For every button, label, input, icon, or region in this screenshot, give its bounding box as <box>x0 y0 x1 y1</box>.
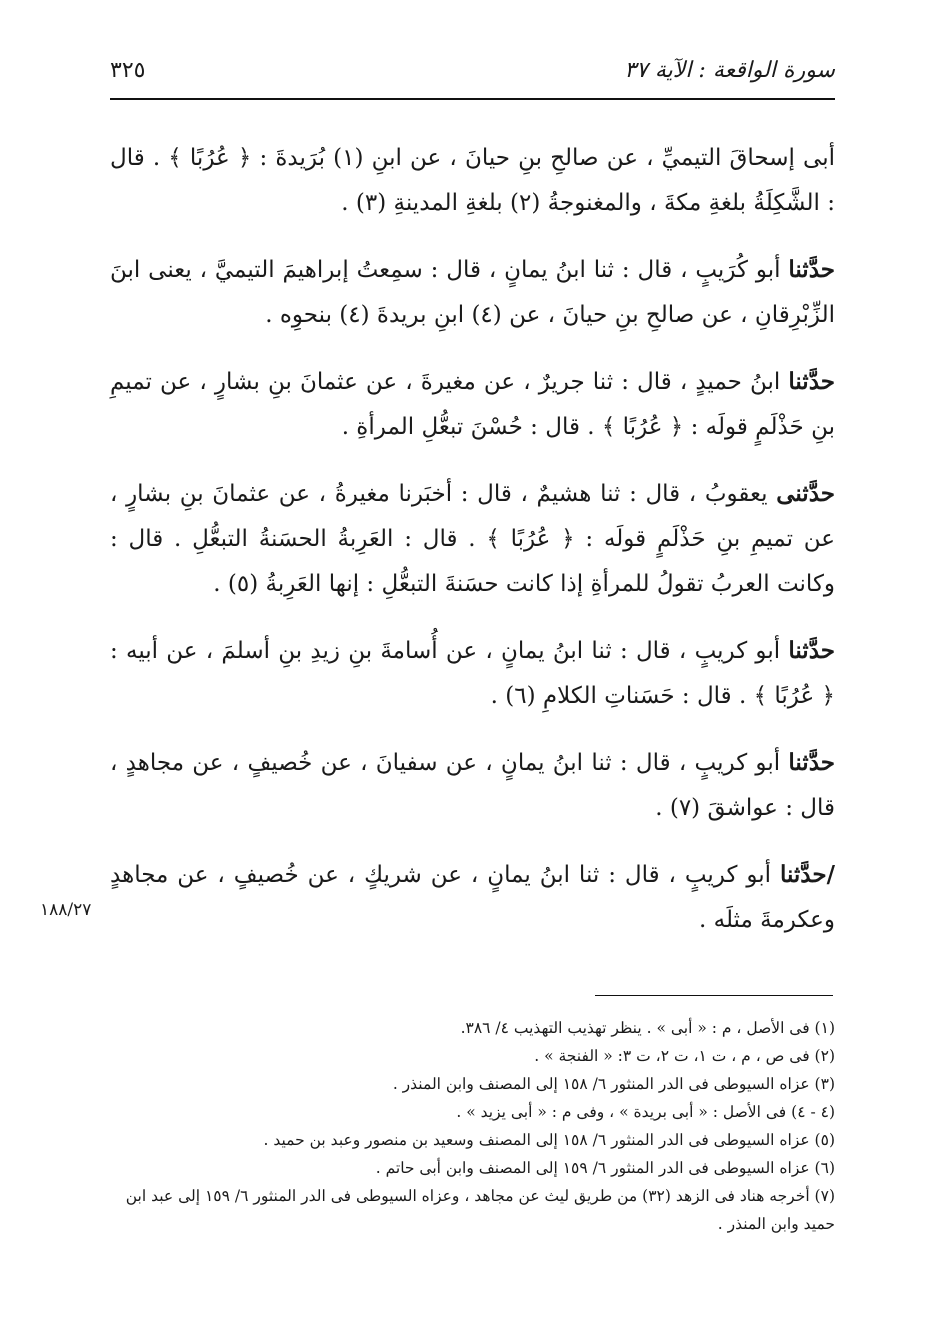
footnote: (١) فى الأصل ، م : « أبى » . ينظر تهذيب التهذيب ٤/ ٣٨٦. <box>460 1019 835 1037</box>
paragraph-lead: حدَّثنا <box>788 749 835 776</box>
running-title: سورة الواقعة : الآية ٣٧ <box>624 58 835 83</box>
paragraph-lead: حدَّثنى <box>776 480 835 507</box>
footnote: (٥) عزاه السيوطى فى الدر المنثور ٦/ ١٥٨ إلى المصنف وسعيد بن منصور وعبد بن حميد . <box>263 1131 835 1149</box>
paragraph-text: أبو كريبٍ ، قال : ثنا ابنُ يمانٍ ، عن سفيانَ ، عن خُصيفٍ ، عن مجاهدٍ ، قال : عواشقَ (٧) . <box>110 750 835 821</box>
paragraph <box>110 852 835 943</box>
paragraph-text: يعقوبُ ، قال : ثنا هشيمٌ ، قال : أخبَرنا مغيرةُ ، عن عثمانَ بنِ بشارٍ ، عن تميمِ بنِ حَذْلَمٍ قولَه : ﴿ عُرُبًا ﴾ . قال : العَرِبةُ الحسَنةُ التبعُّلِ . قال : وكانت العربُ تقولُ للمرأةِ إذا كانت حسَنةَ التبعُّلِ : إنها العَرِبةُ (٥) . <box>110 481 835 597</box>
paragraph <box>110 359 835 450</box>
paragraph <box>110 471 835 607</box>
footnote: (٧) أخرجه هناد فى الزهد (٣٢) من طريق ليث عن مجاهد ، وعزاه السيوطى فى الدر المنثور ٦/ ١٥٩ إلى عبد ابن حميد وابن المنذر . <box>125 1187 835 1233</box>
paragraph-text: أبو كريبٍ ، قال : ثنا ابنُ يمانٍ ، عن أُسامةَ بنِ زيدِ بنِ أسلمَ ، عن أبيه : ﴿ عُرُبًا ﴾ . قال : حَسَناتِ الكلامِ (٦) . <box>110 638 835 709</box>
page-header <box>110 58 835 98</box>
footnote: (٦) عزاه السيوطى فى الدر المنثور ٦/ ١٥٩ إلى المصنف وابن أبى حاتم . <box>375 1159 835 1177</box>
paragraph <box>110 628 835 719</box>
paragraph-lead: حدَّثنا <box>788 368 835 395</box>
paragraph <box>110 740 835 831</box>
paragraph <box>110 135 835 226</box>
paragraph <box>110 247 835 338</box>
page-number: ٣٢٥ <box>110 58 146 83</box>
footnote: (٤ - ٤) فى الأصل : « أبى بريدة » ، وفى م : « أبى يزيد » . <box>456 1103 835 1121</box>
paragraph-lead: حدَّثنا <box>788 637 835 664</box>
paragraph-lead: /حدَّثنا <box>779 861 835 888</box>
header-rule <box>110 98 835 100</box>
footnote: (٣) عزاه السيوطى فى الدر المنثور ٦/ ١٥٨ إلى المصنف وابن المنذر . <box>392 1075 835 1093</box>
paragraph-text: أبى إسحاقَ التيميِّ ، عن صالحِ بنِ حيانَ ، عن ابنِ (١) بُرَيدةَ : ﴿ عُرُبًا ﴾ . قال : الشَّكِلَةُ بلغةِ مكةَ ، والمغنوجةُ (٢) بلغةِ المدينةِ (٣) . <box>110 145 835 216</box>
footnote-rule <box>595 995 833 996</box>
footnotes <box>110 1014 835 1238</box>
footnote: (٢) فى ص ، م ، ت ١، ت ٢، ت ٣: « الفنجة » . <box>534 1047 835 1065</box>
paragraph-text: أبو كُرَيبٍ ، قال : ثنا ابنُ يمانٍ ، قال : سمِعتُ إبراهيمَ التيميَّ ، يعنى ابنَ الزِّبْرِقانِ ، عن صالحِ بنِ حيانَ ، عن (٤) ابنِ بريدةَ (٤) بنحوِه . <box>110 257 835 328</box>
paragraph-text: أبو كريبٍ ، قال : ثنا ابنُ يمانٍ ، عن شريكٍ ، عن خُصيفٍ ، عن مجاهدٍ وعكرمةَ مثلَه . <box>110 862 835 933</box>
main-text <box>110 135 835 964</box>
paragraph-lead: حدَّثنا <box>788 256 835 283</box>
margin-reference: ١٨٨/٢٧ <box>40 900 92 920</box>
paragraph-text: ابنُ حميدٍ ، قال : ثنا جريرٌ ، عن مغيرةَ ، عن عثمانَ بنِ بشارٍ ، عن تميمِ بنِ حَذْلَمٍ قولَه : ﴿ عُرُبًا ﴾ . قال : حُسْنَ تبعُّلِ المرأةِ . <box>110 369 835 440</box>
